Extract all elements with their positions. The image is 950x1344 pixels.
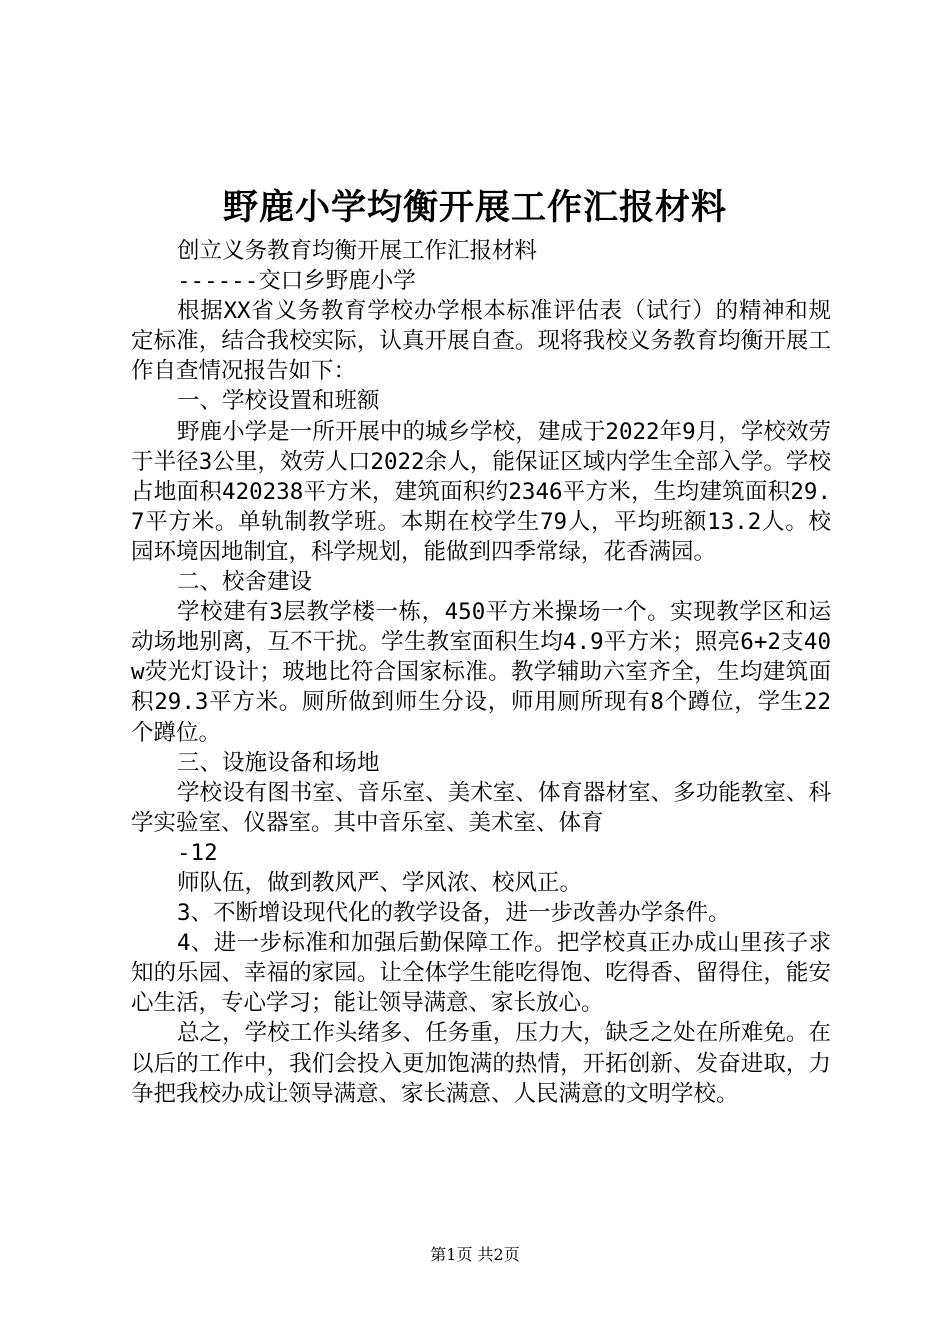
section-heading: 一、学校设置和班额 xyxy=(177,388,380,415)
section-heading: 三、设施设备和场地 xyxy=(177,749,380,776)
paragraph: 根据XX省义务教育学校办学根本标准评估表（试行）的精神和规定标准，结合我校实际，认真开展自查。现将我校义务教育均衡开展工作自查情况报告如下： xyxy=(131,298,831,385)
paragraph: 4、进一步标准和加强后勤保障工作。把学校真正办成山里孩子求知的乐园、幸福的家园。让全体学生能吃得饱、吃得香、留得住，能安心生活，专心学习；能让领导满意、家长放心。 xyxy=(131,930,831,1017)
page-footer: 第1页 共2页 xyxy=(430,1245,520,1264)
paragraph: 创立义务教育均衡开展工作汇报材料 xyxy=(177,238,538,264)
document-title: 野鹿小学均衡开展工作汇报材料 xyxy=(222,187,727,228)
paragraph: 野鹿小学是一所开展中的城乡学校，建成于2022年9月，学校效劳于半径3公里，效劳人口2022余人，能保证区域内学生全部入学。学校占地面积420238平方米，建筑面积约2346平方米，生均建筑面积29.7平方米。单轨制教学班。本期在校学生79人，平均班额13.2人。校园环境因地制宜，科学规划，能做到四季常绿，花香满园。 xyxy=(131,418,831,565)
paragraph: ------交口乡野鹿小学 xyxy=(177,268,416,295)
paragraph: 学校设有图书室、音乐室、美术室、体育器材室、多功能教室、科学实验室、仪器室。其中音乐室、美术室、体育 xyxy=(131,779,831,836)
paragraph: 学校建有3层教学楼一栋，450平方米操场一个。实现教学区和运动场地别离，互不干扰。学生教室面积生均4.9平方米；照亮6+2支40w荧光灯设计；玻地比符合国家标准。教学辅助六室齐全，生均建筑面积29.3平方米。厕所做到师生分设，师用厕所现有8个蹲位，学生22个蹲位。 xyxy=(131,599,831,746)
section-heading: 二、校舍建设 xyxy=(177,569,313,596)
document-body xyxy=(131,236,831,1109)
paragraph: 总之，学校工作头绪多、任务重，压力大，缺乏之处在所难免。在以后的工作中，我们会投入更加饱满的热情，开拓创新、发奋进取，力争把我校办成让领导满意、家长满意、人民满意的文明学校。 xyxy=(131,1020,831,1107)
paragraph: 3、不断增设现代化的教学设备，进一步改善办学条件。 xyxy=(177,900,731,927)
page-break-marker: -12 xyxy=(177,839,218,866)
paragraph: 师队伍，做到教风严、学风浓、校风正。 xyxy=(177,869,583,896)
